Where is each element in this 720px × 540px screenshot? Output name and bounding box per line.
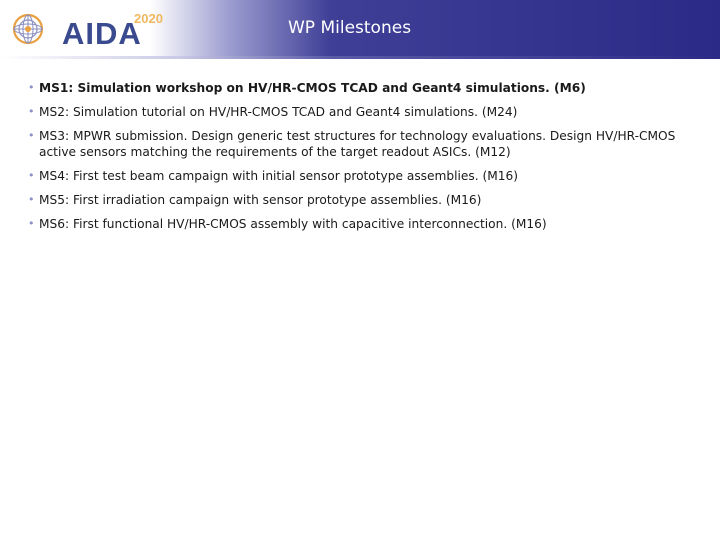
slide-title: WP Milestones	[288, 18, 412, 38]
list-item	[28, 192, 688, 208]
globe-icon	[10, 8, 50, 48]
list-item	[28, 104, 688, 120]
milestone-list	[28, 80, 688, 240]
bullet-icon: •	[28, 129, 35, 142]
list-item	[28, 216, 688, 232]
list-item	[28, 168, 688, 184]
milestone-text: MS3: MPWR submission. Design generic test structures for technology evaluations. Design HV/HR-CMOS active sensors matching the requirements of the target readout ASICs. (M12)	[39, 129, 676, 159]
milestone-text: MS1: Simulation workshop on HV/HR-CMOS TCAD and Geant4 simulations. (M6)	[39, 81, 586, 95]
milestone-text: MS5: First irradiation campaign with sensor prototype assemblies. (M16)	[39, 193, 482, 207]
bullet-icon: •	[28, 193, 35, 206]
aida-logo	[10, 8, 170, 51]
bullet-icon: •	[28, 169, 35, 182]
list-item	[28, 80, 688, 96]
bullet-icon: •	[28, 105, 35, 118]
header-divider	[0, 56, 720, 59]
milestone-text: MS2: Simulation tutorial on HV/HR-CMOS TCAD and Geant4 simulations. (M24)	[39, 105, 518, 119]
bullet-icon: •	[28, 217, 35, 230]
milestone-text: MS6: First functional HV/HR-CMOS assembly with capacitive interconnection. (M16)	[39, 217, 547, 231]
list-item	[28, 128, 688, 160]
bullet-icon: •	[28, 81, 35, 94]
milestone-text: MS4: First test beam campaign with initial sensor prototype assemblies. (M16)	[39, 169, 519, 183]
logo-wordmark: AIDA	[62, 16, 142, 51]
logo-year: 2020	[134, 11, 163, 26]
